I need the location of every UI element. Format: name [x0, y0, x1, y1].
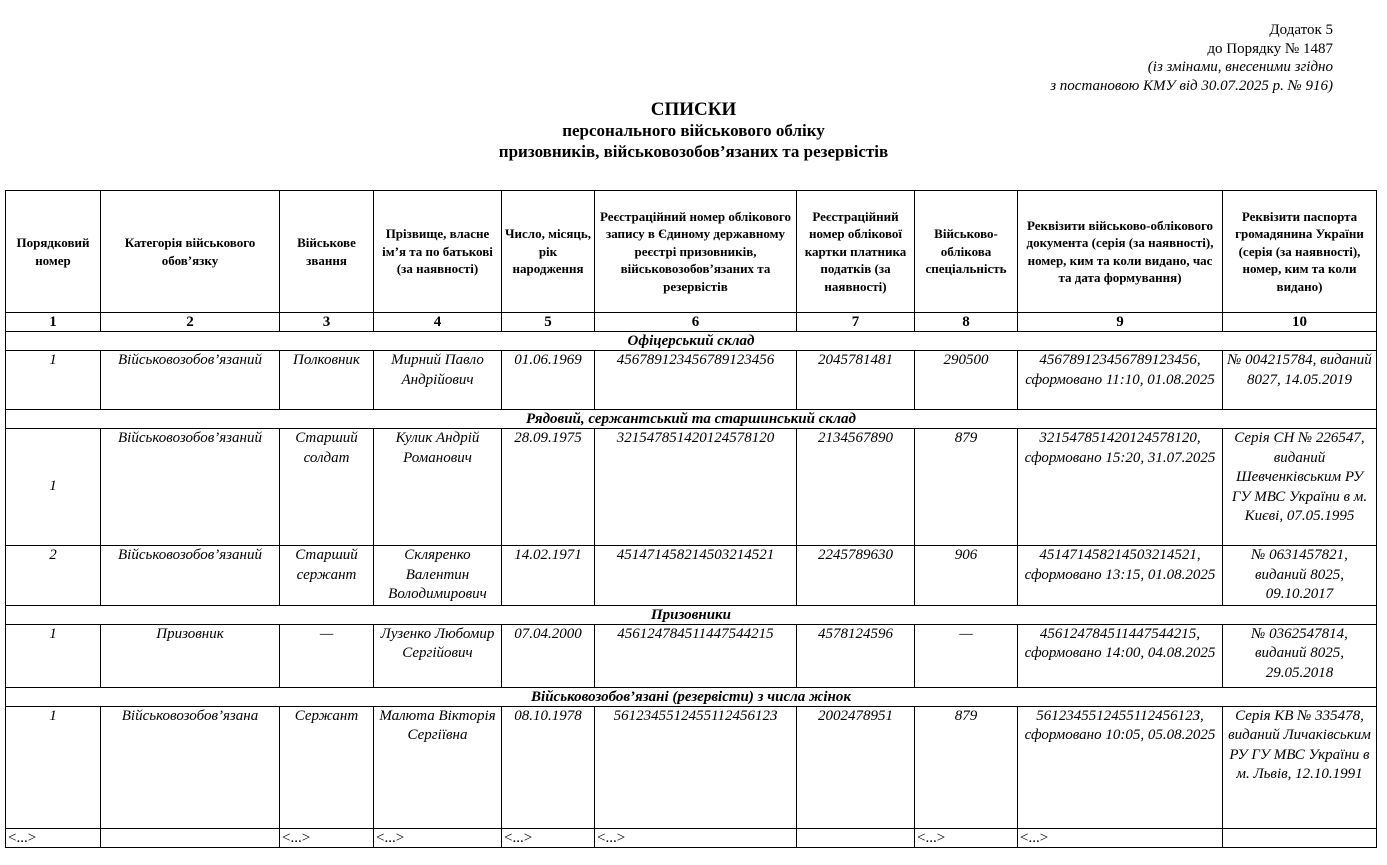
- column-number: 8: [915, 313, 1018, 332]
- appendix-line: Додаток 5: [1269, 22, 1333, 38]
- cell-passport: № 004215784, виданий 8027, 14.05.2019: [1223, 351, 1377, 410]
- header-cell: Реквізити паспорта громадянина України (серія (за наявності), номер, ким та коли видано): [1223, 191, 1377, 313]
- cell-military-document: 561234551245511245612З, сформовано 10:05, 05.08.2025: [1018, 706, 1223, 828]
- ellipsis-cell: [1223, 828, 1377, 847]
- section-title: Військовозобов’язані (резервісти) з числа жінок: [6, 687, 1377, 706]
- cell-number: 1: [6, 429, 101, 546]
- table-row: [6, 624, 1377, 687]
- column-number: 10: [1223, 313, 1377, 332]
- appendix-line: з постановою КМУ від 30.07.2025 р. № 916): [1050, 77, 1333, 94]
- appendix-line: (із змінами, внесеними згідно: [1147, 59, 1333, 75]
- section-row: [6, 332, 1377, 351]
- cell-category: Військовозобов’язана: [101, 706, 280, 828]
- cell-military-document: 456789123456789123456, сформовано 11:10, 01.08.2025: [1018, 351, 1223, 410]
- header-cell: Категорія військового обов’язку: [101, 191, 280, 313]
- ellipsis-cell: <...>: [374, 828, 502, 847]
- header-cell: Реєстраційний номер облікового запису в Єдиному державному реєстрі призовників, військовозобов’язаних та резервістів: [595, 191, 797, 313]
- title-line: СПИСКИ: [650, 99, 737, 120]
- cell-registry-number: 451471458214503214521: [595, 546, 797, 606]
- cell-tax-number: 4578124596: [797, 624, 915, 687]
- ellipsis-row: [6, 828, 1377, 847]
- cell-military-document: 451471458214503214521, сформовано 13:15, 01.08.2025: [1018, 546, 1223, 606]
- cell-category: Військовозобов’язаний: [101, 351, 280, 410]
- column-number: 4: [374, 313, 502, 332]
- ellipsis-cell: <...>: [280, 828, 374, 847]
- cell-passport: № 0362547814, виданий 8025, 29.05.2018: [1223, 624, 1377, 687]
- document-title: [0, 99, 1387, 162]
- cell-rank: Старший солдат: [280, 429, 374, 546]
- ellipsis-cell: <...>: [6, 828, 101, 847]
- table-row: [6, 429, 1377, 546]
- column-number: 7: [797, 313, 915, 332]
- header-cell: Військово-облікова спеціальність: [915, 191, 1018, 313]
- header-cell: Прізвище, власне ім’я та по батькові (за наявності): [374, 191, 502, 313]
- cell-full-name: Лузенко Любомир Сергійович: [374, 624, 502, 687]
- cell-tax-number: 2002478951: [797, 706, 915, 828]
- cell-specialty: —: [915, 624, 1018, 687]
- cell-registry-number: 456789123456789123456: [595, 351, 797, 410]
- section-row: [6, 687, 1377, 706]
- cell-passport: Серія КВ № 335478, виданий Личаківським РУ ГУ МВС України в м. Львів, 12.10.1991: [1223, 706, 1377, 828]
- cell-birth-date: 07.04.2000: [502, 624, 595, 687]
- ellipsis-cell: [101, 828, 280, 847]
- cell-tax-number: 2245789630: [797, 546, 915, 606]
- cell-birth-date: 14.02.1971: [502, 546, 595, 606]
- cell-number: 1: [6, 706, 101, 828]
- cell-military-document: 456124784511447544215, сформовано 14:00, 04.08.2025: [1018, 624, 1223, 687]
- ellipsis-cell: <...>: [915, 828, 1018, 847]
- section-title: Призовники: [6, 605, 1377, 624]
- cell-number: 1: [6, 351, 101, 410]
- cell-registry-number: 561234551245511245612З: [595, 706, 797, 828]
- cell-category: Військовозобов’язаний: [101, 546, 280, 606]
- header-row: [6, 191, 1377, 313]
- cell-full-name: Мирний Павло Андрійович: [374, 351, 502, 410]
- cell-birth-date: 28.09.1975: [502, 429, 595, 546]
- column-number: 2: [101, 313, 280, 332]
- ellipsis-cell: [797, 828, 915, 847]
- header-cell: Реєстраційний номер облікової картки платника податків (за наявності): [797, 191, 915, 313]
- column-number: 6: [595, 313, 797, 332]
- cell-birth-date: 01.06.1969: [502, 351, 595, 410]
- ellipsis-cell: <...>: [595, 828, 797, 847]
- cell-passport: № 0631457821, виданий 8025, 09.10.2017: [1223, 546, 1377, 606]
- cell-category: Призовник: [101, 624, 280, 687]
- cell-full-name: Скляренко Валентин Володимирович: [374, 546, 502, 606]
- registry-table: [5, 190, 1377, 848]
- header-cell: Порядковий номер: [6, 191, 101, 313]
- header-cell: Військове звання: [280, 191, 374, 313]
- cell-birth-date: 08.10.1978: [502, 706, 595, 828]
- ellipsis-cell: <...>: [502, 828, 595, 847]
- cell-tax-number: 2134567890: [797, 429, 915, 546]
- cell-registry-number: 321547851420124578120: [595, 429, 797, 546]
- cell-rank: Полковник: [280, 351, 374, 410]
- table-row: [6, 351, 1377, 410]
- column-number: 3: [280, 313, 374, 332]
- cell-rank: Сержант: [280, 706, 374, 828]
- cell-full-name: Малюта Вікторія Сергіївна: [374, 706, 502, 828]
- column-number: 1: [6, 313, 101, 332]
- cell-passport: Серія СН № 226547, виданий Шевченківським РУ ГУ МВС України в м. Києві, 07.05.1995: [1223, 429, 1377, 546]
- section-row: [6, 605, 1377, 624]
- title-line: персонального військового обліку: [562, 121, 825, 140]
- appendix-note: [1050, 21, 1333, 95]
- section-title: Рядовий, сержантський та старшинський склад: [6, 410, 1377, 429]
- column-number: 5: [502, 313, 595, 332]
- cell-specialty: 879: [915, 429, 1018, 546]
- cell-number: 1: [6, 624, 101, 687]
- cell-rank: Старший сержант: [280, 546, 374, 606]
- title-line: призовників, військовозобов’язаних та резервістів: [498, 142, 889, 161]
- ellipsis-cell: <...>: [1018, 828, 1223, 847]
- cell-registry-number: 456124784511447544215: [595, 624, 797, 687]
- section-title: Офіцерський склад: [6, 332, 1377, 351]
- appendix-line: до Порядку № 1487: [1207, 40, 1333, 57]
- cell-specialty: 906: [915, 546, 1018, 606]
- table-row: [6, 706, 1377, 828]
- cell-rank: —: [280, 624, 374, 687]
- column-number: 9: [1018, 313, 1223, 332]
- table-row: [6, 546, 1377, 606]
- cell-number: 2: [6, 546, 101, 606]
- cell-specialty: 290500: [915, 351, 1018, 410]
- cell-full-name: Кулик Андрій Романович: [374, 429, 502, 546]
- column-number-row: [6, 313, 1377, 332]
- section-row: [6, 410, 1377, 429]
- header-cell: Реквізити військово-облікового документа (серія (за наявності), номер, ким та коли видано, час та дата формування): [1018, 191, 1223, 313]
- cell-tax-number: 2045781481: [797, 351, 915, 410]
- cell-specialty: 879: [915, 706, 1018, 828]
- header-cell: Число, місяць, рік народження: [502, 191, 595, 313]
- cell-military-document: 321547851420124578120, сформовано 15:20, 31.07.2025: [1018, 429, 1223, 546]
- cell-category: Військовозобов’язаний: [101, 429, 280, 546]
